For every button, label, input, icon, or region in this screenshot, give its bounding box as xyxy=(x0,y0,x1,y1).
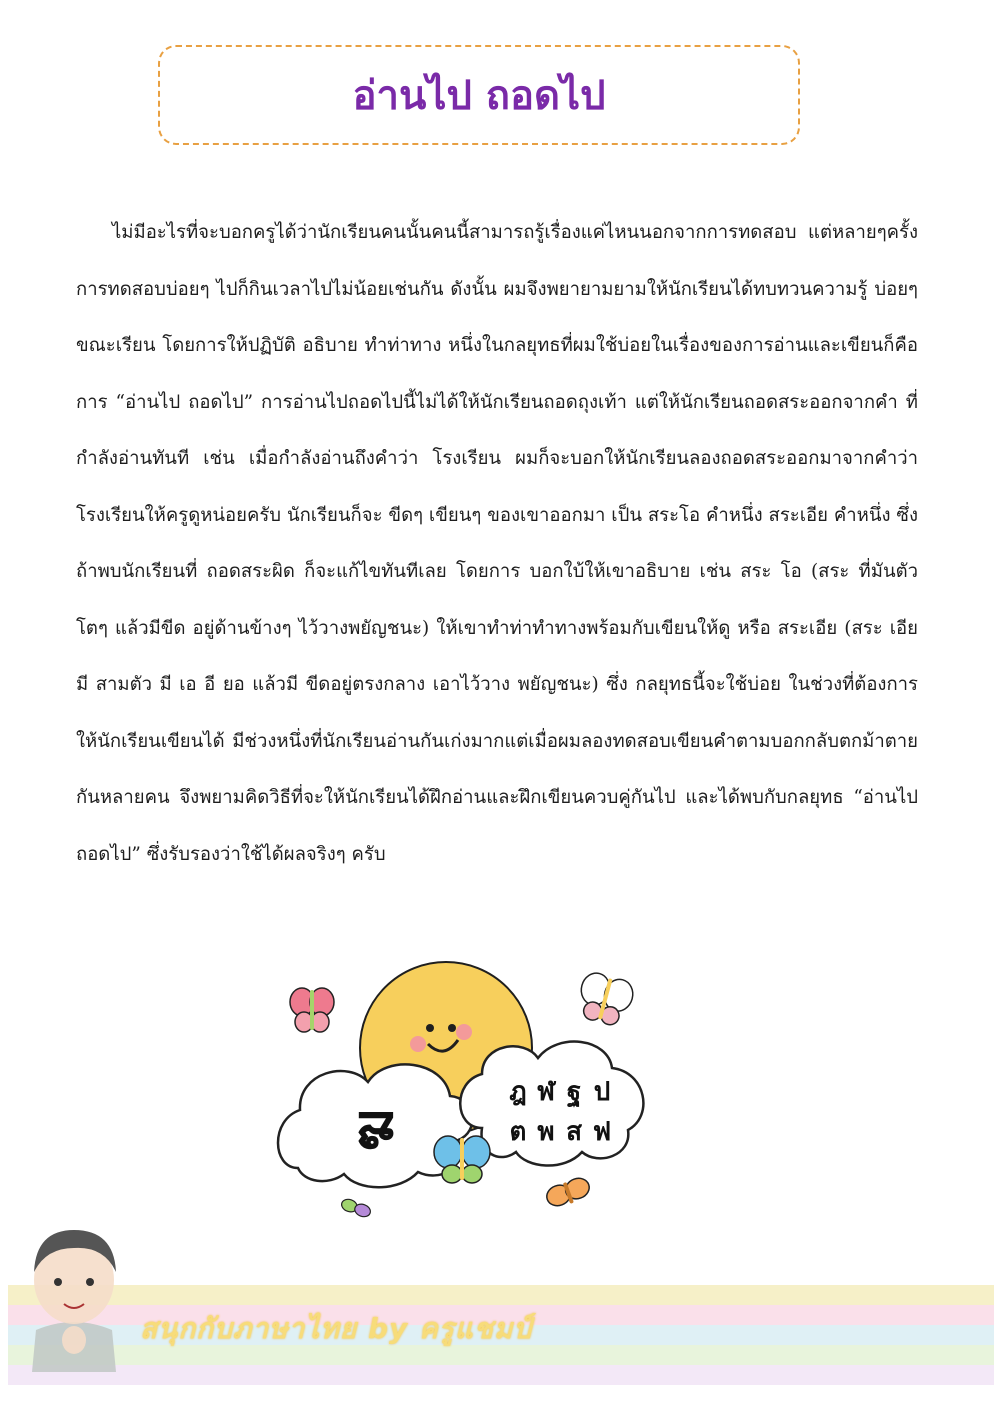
letter-r2-4: ฟ xyxy=(592,1117,612,1147)
body-paragraph: ไม่มีอะไรที่จะบอกครูได้ว่านักเรียนคนนั้นคนนี้สามารถรู้เรื่องแค่ไหนนอกจากการทดสอบ แต่หลายๆครั้ง การทดสอบบ่อยๆ ไปก็กินเวลาไปไม่น้อยเช่นกัน ดังนั้น ผมจึงพยายามยามให้นักเรียนได้ทบทวนความรู้ บ่อยๆ ขณะเรียน โดยการให้ปฏิบัติ อธิบาย ทำท่าทาง หนึ่งในกลยุทธที่ผมใช้บ่อยในเรื่องของการอ่านและเขียนก็คือ การ “อ่านไป ถอดไป” การอ่านไปถอดไปนี้ไม่ได้ให้นักเรียนถอดถุงเท้า แต่ให้นักเรียนถอดสระออกจากคำ ที่กำลังอ่านทันที เช่น เมื่อกำลังอ่านถึงคำว่า โรงเรียน ผมก็จะบอกให้นักเรียนลองถอดสระออกมาจากคำว่าโรงเรียนให้ครูดูหน่อยครับ นักเรียนก็จะ ขีดๆ เขียนๆ ของเขาออกมา เป็น สระโอ คำหนึ่ง สระเอีย คำหนึ่ง ซึ่งถ้าพบนักเรียนที่ ถอดสระผิด ก็จะแก้ไขทันทีเลย โดยการ บอกใบ้ให้เขาอธิบาย เช่น สระ โอ (สระ ที่มันตัวโตๆ แล้วมีขีด อยู่ด้านข้างๆ ไว้วางพยัญชนะ) ให้เขาทำท่าทำทางพร้อมกับเขียนให้ดู หรือ สระเอีย (สระ เอีย มี สามตัว มี เอ อี ยอ แล้วมี ขีดอยู่ตรงกลาง เอาไว้วาง พยัญชนะ) ซึ่ง กลยุทธนี้จะใช้บ่อย ในช่วงที่ต้องการให้นักเรียนเขียนได้ มีช่วงหนึ่งที่นักเรียนอ่านกันเก่งมากแต่เมื่อผมลองทดสอบเขียนคำตามบอกกลับตกม้าตายกันหลายคน จึงพยามคิดวิธีที่จะให้นักเรียนได้ฝึกอ่านและฝึกเขียนควบคู่กันไป และได้พบกับกลยุทธ “อ่านไป ถอดไป” ซึ่งรับรองว่าใช้ได้ผลจริงๆ ครับ xyxy=(76,222,918,865)
butterfly-pink-icon xyxy=(290,988,334,1032)
sun-cloud-illustration xyxy=(268,960,660,1232)
letter-r2-3: ส xyxy=(566,1117,582,1147)
big-letter: ฆ xyxy=(338,1108,407,1152)
sun-cheek-right xyxy=(456,1024,472,1040)
teacher-avatar xyxy=(18,1222,130,1372)
butterfly-blue-icon xyxy=(434,1136,490,1183)
letter-r1-4: ป xyxy=(593,1077,611,1107)
letter-r1-3: ฐ xyxy=(566,1077,582,1107)
page-title: อ่านไป ถอดไป xyxy=(352,73,606,119)
butterfly-orange-icon xyxy=(544,1175,593,1211)
letter-r2-2: พ xyxy=(537,1117,555,1147)
butterfly-green-icon xyxy=(340,1197,372,1219)
sun-eye-right xyxy=(448,1024,456,1032)
sun-eye-left xyxy=(426,1024,434,1032)
title-box xyxy=(158,45,800,145)
letter-r1-2: ฬ xyxy=(537,1077,555,1107)
letter-r1-1: ฎ xyxy=(509,1077,527,1107)
sun-cheek-left xyxy=(410,1036,426,1052)
letter-r2-1: ต xyxy=(509,1117,527,1147)
footer-banner-text: สนุกกับภาษาไทย by ครูแชมป์ xyxy=(140,1312,533,1345)
butterfly-white-icon xyxy=(574,970,636,1029)
